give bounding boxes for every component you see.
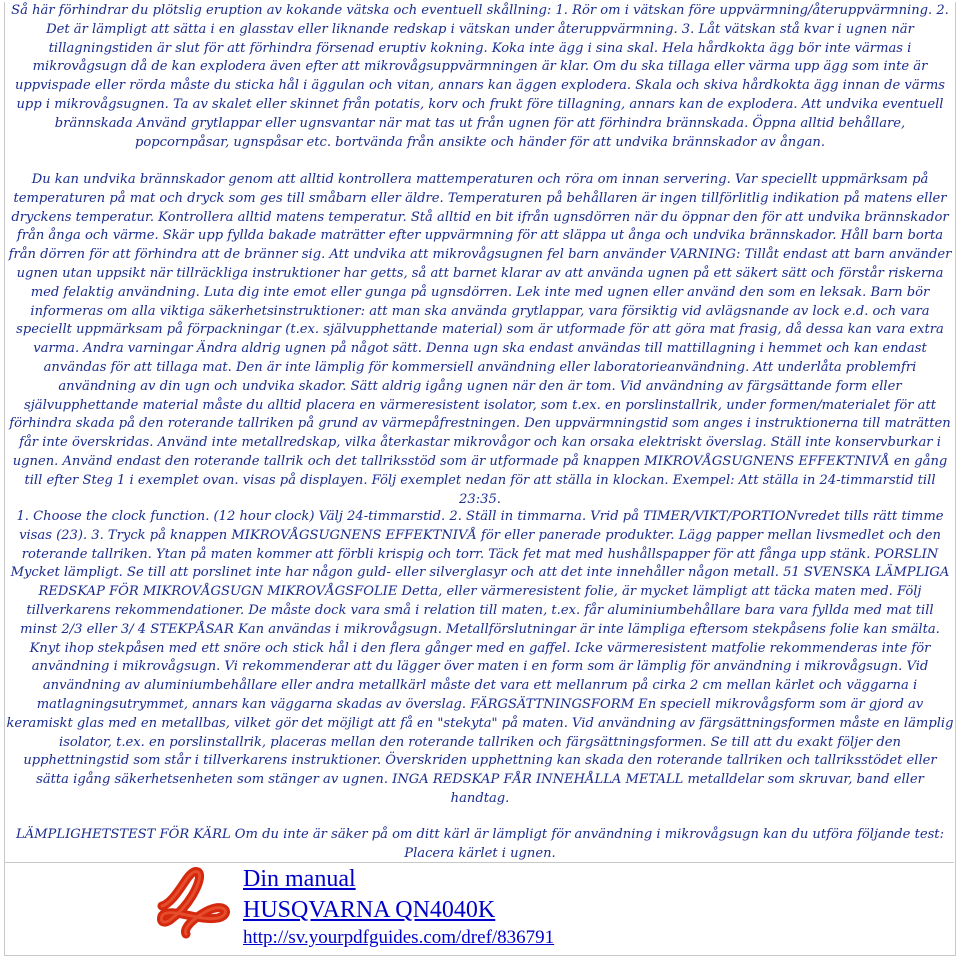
paragraph-suitability-test: LÄMPLIGHETSTEST FÖR KÄRL Om du inte är säker på om ditt kärl är lämpligt för användning i mikrovågsugn kan du utföra följande test: Placera kärlet i ugnen. bbox=[16, 827, 944, 861]
manual-title-link[interactable]: Din manual bbox=[243, 866, 356, 892]
paragraph-burn-prevention-warnings: Du kan undvika brännskador genom att alltid kontrollera mattemperaturen och röra om innan servering. Var speciellt uppmärksam på temperaturen på mat och dryck som ges till småbarn eller äldre. Temperaturen på behållaren är ingen tillförlitlig indikation på matens eller dryckens temperatur. Kontrollera alltid matens temperatur. Stå alltid en bit ifrån ugnsdörren när du öppnar den för att undvika brännskador från ånga och värme. Skär upp fyllda bakade maträtter efter uppvärmning för att släppa ut ånga och undvika brännskador. Håll barn borta från dörren för att förhindra att de bränner sig. Att undvika att mikrovågsugnen fel barn använder VARNING: Tillåt endast att barn använder ugnen utan uppsikt när tillräckliga instruktioner har getts, så att barnet klarar av att använda ugnen på ett säkert sätt och förstår riskerna med felaktig användning. Luta dig inte emot eller gunga på ugnsdörren. Lek inte med ugnen eller använd den som en leksak. Barn bör informeras om alla viktiga säkerhetsinstruktioner: att man ska använda grytlappar, vara försiktig vid avlägsnande av lock e.d. och vara speciellt uppmärksam på förpackningar (t.ex. självupphettande material) som är utformade för att göra mat frasig, då dessa kan vara extra varma. Andra varningar Ändra aldrig ugnen på något sätt. Denna ugn ska endast användas till mattillagning i hemmet och kan endast användas för att tillaga mat. Den är inte lämplig för kommersiell användning eller laboratorieanvändning. Att underlåta problemfri användning av din ugn och undvika skador. Sätt aldrig igång ugnen när den är tom. Vid användning av färgsättande form eller självupphettande material måste du alltid placera en värmeresistent isolator, som t.ex. en porslinstallrik, under formen/materialet för att förhindra skada på den roterande tallriken på grund av värmepåfrestningen. Den uppvärmningstid som anges i instruktionerna till maträtten får inte överskridas. Använd inte metallredskap, vilka återkastar mikrovågor och kan orsaka elektriskt överslag. Ställ inte konservburkar i ugnen. Använd endast den roterande tallrik och det tallriksstöd som är utformade på knappen MIKROVÅGSUGNENS EFFEKTNIVÅ en gång till efter Steg 1 i exemplet ovan. visas på displayen. Följ exemplet nedan för att ställa in klockan. Exempel: Att ställa in 24-timmarstid till 23:35. bbox=[8, 172, 952, 507]
footer-divider bbox=[5, 862, 954, 863]
model-link[interactable]: HUSQVARNA QN4040K bbox=[243, 897, 496, 923]
pdf-document-icon bbox=[156, 862, 230, 942]
paragraph-clock-and-utensils: 1. Choose the clock function. (12 hour clock) Välj 24-timmarstid. 2. Ställ in timmarna. Vrid på TIMER/VIKT/PORTIONvredet tills rätt timme visas (23). 3. Tryck på knappen MIKROVÅGSUGNENS EFFEKTNIVÅ för eller panerade produkter. Lägg papper mellan livsmedlet och den roterande tallriken. Ytan på maten kommer att förbli krispig och torr. Täck fet mat med hushållspapper för att fånga upp stänk. PORSLIN Mycket lämpligt. Se till att porslinet inte har någon guld- eller silverglasyr och att det inte innehåller någon metall. 51 SVENSKA LÄMPLIGA REDSKAP FÖR MIKROVÅGSUGN MIKROVÅGSFOLIE Detta, eller värmeresistent folie, är mycket lämpligt att täcka maten med. Följ tillverkarens rekommendationer. De måste dock vara små i relation till maten, t.ex. får aluminiumbehållare bara vara fyllda med mat till minst 2/3 eller 3/ 4 STEKPÅSAR Kan användas i mikrovågsugn. Metallförslutningar är inte lämpliga eftersom stekpåsens folie kan smälta. Knyt ihop stekpåsen med ett snöre och stick hål i den flera gånger med en gaffel. Icke värmeresistent matfolie rekommenderas inte för användning i mikrovågsugn. Vi rekommenderar att du lägger över maten i en form som är lämplig för användning i mikrovågsugn. Vid användning av aluminiumbehållare eller andra metallkärl måste det vara ett mellanrum på cirka 2 cm mellan kärlet och väggarna i matlagningsutrymmet, annars kan väggarna skadas av överslag. FÄRGSÄTTNINGSFORM En speciell mikrovågsform som är gjord av keramiskt glas med en metallbas, vilket gör det möjligt att få en "stekyta" på maten. Vid användning av färgsättningsformen måste en lämplig isolator, t.ex. en porslinstallrik, placeras mellan den roterande tallriken och färgsättningsformen. Se till att du exakt följer den upphettningstid som står i tillverkarens instruktioner. Överskriden upphettning kan skada den roterande tallriken och tallriksstödet eller sätta igång säkerhetsenheten som stänger av ugnen. INGA REDSKAP FÅR INNEHÅLLA METALL metalldelar som skruvar, band eller handtag. bbox=[6, 509, 954, 806]
manual-url-link[interactable]: http://sv.yourpdfguides.com/dref/836791 bbox=[243, 927, 555, 948]
footer-links bbox=[243, 864, 554, 950]
paragraph-boiling-eggs-burns: Så här förhindrar du plötslig eruption av kokande vätska och eventuell skållning: 1. Rör om i vätskan före uppvärmning/återuppvärmning. 2. Det är lämpligt att sätta i en glasstav eller liknande redskap i vätskan under återuppvärmning. 3. Låt vätskan stå kvar i ugnen när tillagningstiden är slut för att förhindra försenad eruptiv kokning. Koka inte ägg i sina skal. Hela hårdkokta ägg bör inte värmas i mikrovågsugn då de kan explodera även efter att mikrovågsuppvärmningen är klar. Om du ska tillaga eller värma upp ägg som inte är uppvispade eller rörda måste du sticka hål i äggulan och vitan, annars kan äggen explodera. Skala och skiva hårdkokta ägg innan de värms upp i mikrovågsugnen. Ta av skalet eller skinnet från potatis, korv och frukt före tillagning, annars kan de explodera. Att undvika eventuell brännskada Använd grytlappar eller ugnsvantar när mat tas ut från ugnen för att förhindra brännskada. Öppna alltid behållare, popcornpåsar, ugnspåsar etc. bortvända från ansikte och händer för att undvika brännskador av ångan. bbox=[11, 3, 949, 150]
